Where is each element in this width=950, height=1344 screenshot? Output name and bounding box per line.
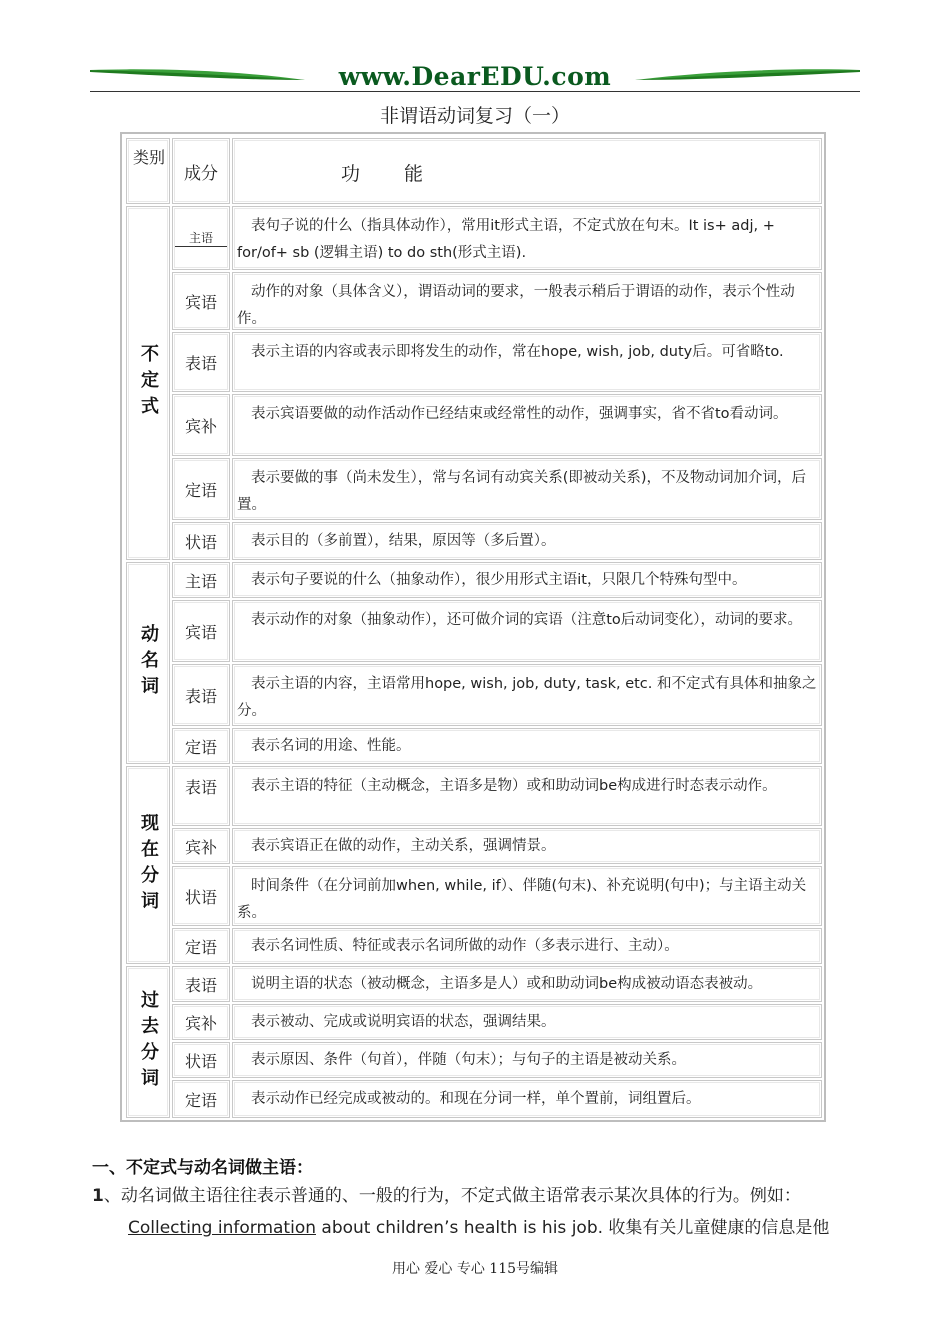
function-description: 表示宾语正在做的动作，主动关系，强调情景。 bbox=[232, 828, 822, 864]
site-banner bbox=[90, 58, 860, 98]
role-cell: 宾语 bbox=[172, 600, 230, 662]
function-description: 表示要做的事（尚未发生），常与名词有动宾关系(即被动关系)，不及物动词加介词，后置。 bbox=[232, 458, 822, 520]
category-label: 动名词 bbox=[138, 624, 159, 702]
category-label: 现在分词 bbox=[138, 813, 159, 917]
header-divider bbox=[90, 91, 860, 92]
function-description: 表示动作已经完成或被动的。和现在分词一样，单个置前，词组置后。 bbox=[232, 1080, 822, 1118]
role-label: 主语 bbox=[175, 229, 227, 247]
grammar-table bbox=[120, 132, 826, 1122]
page-footer: 用心 爱心 专心 115号编辑 bbox=[391, 1261, 559, 1277]
role-cell: 表语 bbox=[172, 664, 230, 726]
paragraph-text: 、动名词做主语往往表示普通的、一般的行为，不定式做主语常表示某次具体的行为。例如： bbox=[103, 1186, 801, 1206]
role-cell: 宾补 bbox=[172, 1004, 230, 1040]
category-infinitive bbox=[126, 206, 170, 560]
role-cell: 定语 bbox=[172, 1080, 230, 1118]
function-description: 表句子说的什么（指具体动作），常用it形式主语，不定式放在句末。It is+ adj, + for/of+ sb (逻辑主语) to do sth(形式主语). bbox=[232, 206, 822, 270]
role-cell: 宾补 bbox=[172, 394, 230, 456]
category-past-participle bbox=[126, 966, 170, 1118]
function-description: 动作的对象（具体含义），谓语动词的要求，一般表示稍后于谓语的动作，表示个性动作。 bbox=[232, 272, 822, 330]
function-description: 表示动作的对象（抽象动作），还可做介词的宾语（注意to后动词变化），动词的要求。 bbox=[232, 600, 822, 662]
category-label: 不定式 bbox=[138, 344, 159, 422]
category-gerund bbox=[126, 562, 170, 764]
example-sentence bbox=[128, 1212, 868, 1244]
function-description: 表示原因、条件（句首），伴随（句末）；与句子的主语是被动关系。 bbox=[232, 1042, 822, 1078]
function-description: 表示被动、完成或说明宾语的状态，强调结果。 bbox=[232, 1004, 822, 1040]
example-underlined-phrase: Collecting information bbox=[128, 1218, 316, 1238]
function-description: 表示主语的特征（主动概念，主语多是物）或和助动词be构成进行时态表示动作。 bbox=[232, 766, 822, 826]
role-cell: 表语 bbox=[172, 966, 230, 1002]
function-description: 表示主语的内容或表示即将发生的动作，常在hope, wish, job, duty后。可省略to. bbox=[232, 332, 822, 392]
paragraph bbox=[92, 1180, 862, 1212]
role-cell: 主语 bbox=[172, 562, 230, 598]
function-description: 表示名词性质、特征或表示名词所做的动作（多表示进行、主动）。 bbox=[232, 928, 822, 964]
category-label: 过去分词 bbox=[138, 990, 159, 1094]
role-cell: 宾补 bbox=[172, 828, 230, 864]
example-rest: about children’s health is his job. 收集有关儿童健康的信息是他 bbox=[316, 1218, 830, 1238]
role-cell: 定语 bbox=[172, 928, 230, 964]
role-cell: 表语 bbox=[172, 766, 230, 826]
role-cell: 宾语 bbox=[172, 272, 230, 330]
site-logo[interactable]: www.DearEDU.com bbox=[338, 62, 612, 91]
role-cell: 状语 bbox=[172, 1042, 230, 1078]
role-cell: 状语 bbox=[172, 866, 230, 926]
function-description: 时间条件（在分词前加when, while, if）、伴随(句末)、补充说明(句中)；与主语主动关系。 bbox=[232, 866, 822, 926]
section-heading: 一、不定式与动名词做主语： bbox=[92, 1158, 313, 1178]
function-description: 说明主语的状态（被动概念，主语多是人）或和助动词be构成被动语态表被动。 bbox=[232, 966, 822, 1002]
function-description: 表示目的（多前置），结果，原因等（多后置）。 bbox=[232, 522, 822, 560]
category-present-participle bbox=[126, 766, 170, 964]
role-cell: 表语 bbox=[172, 332, 230, 392]
role-cell: 定语 bbox=[172, 458, 230, 520]
col-header-role: 成分 bbox=[172, 138, 230, 204]
col-header-function: 功 能 bbox=[232, 138, 822, 204]
function-description: 表示名词的用途、性能。 bbox=[232, 728, 822, 764]
role-cell bbox=[172, 206, 230, 270]
page-title: 非谓语动词复习（一） bbox=[379, 105, 570, 127]
role-cell: 状语 bbox=[172, 522, 230, 560]
function-description: 表示主语的内容，主语常用hope, wish, job, duty, task, etc. 和不定式有具体和抽象之分。 bbox=[232, 664, 822, 726]
role-cell: 定语 bbox=[172, 728, 230, 764]
col-header-category: 类别 bbox=[126, 138, 170, 204]
function-description: 表示句子要说的什么（抽象动作），很少用形式主语it，只限几个特殊句型中。 bbox=[232, 562, 822, 598]
paragraph-number: 1 bbox=[92, 1186, 104, 1206]
function-description: 表示宾语要做的动作活动作已经结束或经常性的动作，强调事实，省不省to看动词。 bbox=[232, 394, 822, 456]
